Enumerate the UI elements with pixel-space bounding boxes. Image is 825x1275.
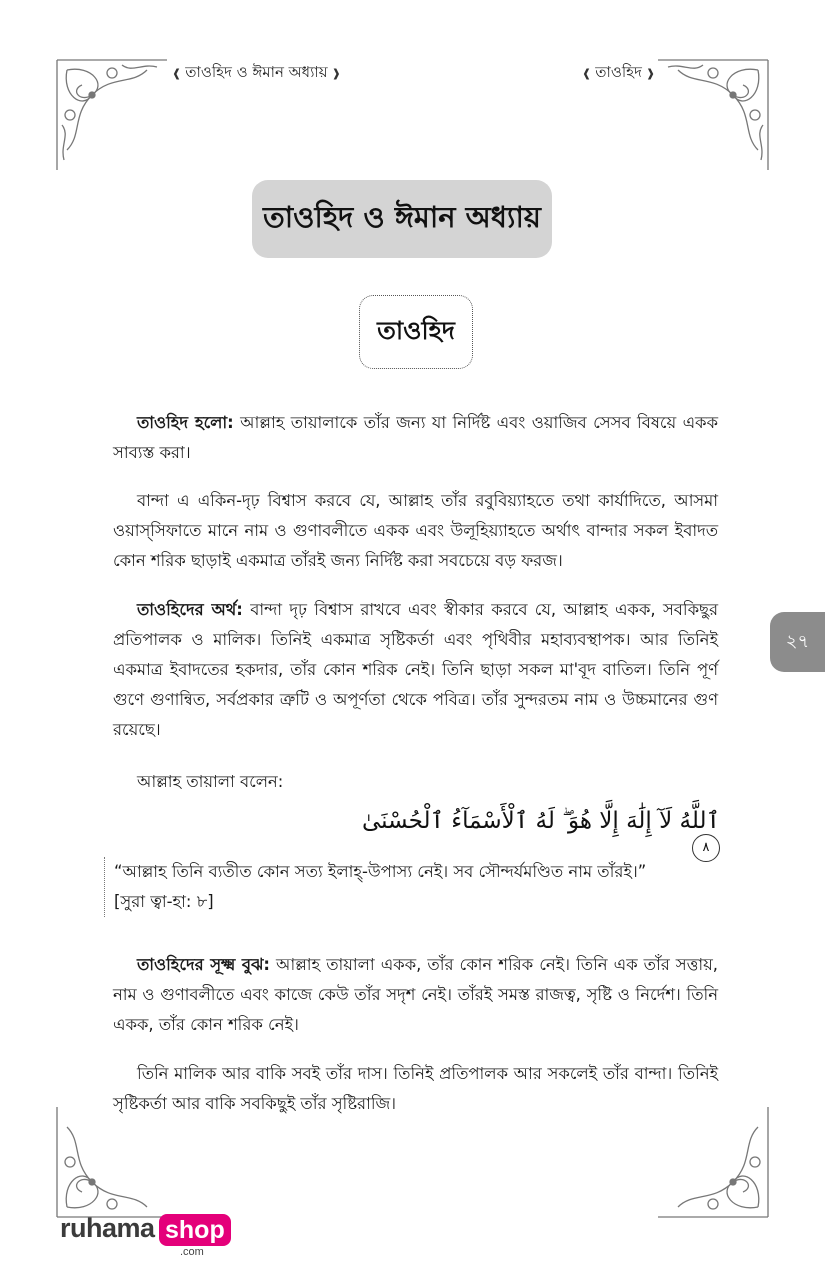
verse-reference: [সুরা ত্বা-হা: ৮]: [114, 892, 214, 911]
paragraph-label: তাওহিদের অর্থ:: [137, 600, 243, 619]
paragraph-text: বান্দা দৃঢ় বিশ্বাস রাখবে এবং স্বীকার করবে যে, আল্লাহ একক, সবকিছুর প্রতিপালক ও মালিক। তিনিই একমাত্র সৃষ্টিকর্তা এবং পৃথিবীর মহাব্যবস্থাপক। আর তিনিই একমাত্র ইবাদতের হকদার, তাঁর কোন শরিক নেই। তিনি ছাড়া সকল মা'বূদ বাতিল। তিনি পূর্ণ গুণে গুণান্বিত, সর্বপ্রকার ত্রুটি ও অপূর্ণতা থেকে পবিত্র। তাঁর সুন্দরতম নাম ও উচ্চমানের গুণ রয়েছে।: [113, 600, 718, 739]
paragraph-meaning: [113, 595, 718, 745]
section-title: তাওহিদ: [359, 295, 473, 369]
paragraph-subtle-understanding: [113, 950, 718, 1040]
verse-translation-quote: [104, 857, 729, 917]
paragraph-text: আল্লাহ তায়ালা একক, তাঁর কোন শরিক নেই। তিনি এক তাঁর সত্তায়, নাম ও গুণাবলীতে এবং কাজে কেউ তাঁর সদৃশ নেই। তাঁরই সমস্ত রাজত্ব, সৃষ্টি ও নির্দেশ। তিনি একক, তাঁর কোন শরিক নেই।: [113, 955, 718, 1034]
corner-ornament-bottom-left: [52, 1102, 172, 1222]
logo-brand: ruhama: [60, 1213, 155, 1243]
paragraph-label: তাওহিদের সূক্ষ্ম বুঝ:: [137, 955, 270, 974]
corner-ornament-top-left: [52, 55, 172, 175]
paragraph-master-servant: তিনি মালিক আর বাকি সবই তাঁর দাস। তিনিই প্রতিপালক আর সকলেই তাঁর বান্দা। তিনিই সৃষ্টিকর্তা আর বাকি সবকিছুই তাঁর সৃষ্টিরাজি।: [113, 1064, 718, 1113]
running-header-right-text: তাওহিদ: [595, 63, 642, 81]
logo-domain: .com: [180, 1246, 204, 1258]
verse-translation: “আল্লাহ তিনি ব্যতীত কোন সত্য ইলাহ্-উপাস্য নেই। সব সৌন্দর্যমণ্ডিত নাম তাঁরই।”: [114, 862, 647, 881]
ornament-right-icon: ❱: [645, 67, 656, 80]
chapter-title: তাওহিদ ও ঈমান অধ্যায়: [252, 180, 552, 258]
page-number-tab: ২৭: [770, 612, 825, 672]
logo-shop: shop: [159, 1214, 231, 1246]
paragraph-label: তাওহিদ হলো:: [137, 413, 234, 432]
ayah-number-badge: ٨: [692, 834, 720, 862]
ornament-left-icon: ❰: [172, 67, 182, 80]
paragraph-allah-says: আল্লাহ তায়ালা বলেন:: [137, 772, 284, 791]
paragraph-belief: বান্দা এ একিন-দৃঢ় বিশ্বাস করবে যে, আল্লাহ তাঁর রবুবিয়্যাহতে তথা কার্যাদিতে, আসমা ওয়াস্‌সিফাতে মানে নাম ও গুণাবলীতে একক এবং উলূহিয়্যাহতে অর্থাৎ বান্দার সকল ইবাদত কোন শরিক ছাড়াই একমাত্র তাঁরই জন্য নির্দিষ্ট করা সবচেয়ে বড় ফরজ।: [113, 491, 718, 570]
corner-ornament-top-right: [653, 55, 773, 175]
running-header-left-text: তাওহিদ ও ঈমান অধ্যায়: [185, 63, 328, 81]
ornament-left-icon: ❰: [582, 67, 592, 80]
paragraph-text: আল্লাহ তায়ালাকে তাঁর জন্য যা নির্দিষ্ট এবং ওয়াজিব সেসব বিষয়ে একক সাব্যস্ত করা।: [113, 413, 718, 462]
running-header-right: [578, 61, 659, 86]
arabic-verse: [330, 808, 720, 862]
running-header-left: [168, 61, 345, 86]
arabic-verse-text: ٱللَّهُ لَآ إِلَٰهَ إِلَّا هُوَ ۖ لَهُ ٱلْأَسْمَآءُ ٱلْحُسْنَىٰ: [361, 808, 720, 834]
corner-ornament-bottom-right: [653, 1102, 773, 1222]
ornament-right-icon: ❱: [331, 67, 341, 80]
paragraph-definition: [113, 408, 718, 468]
